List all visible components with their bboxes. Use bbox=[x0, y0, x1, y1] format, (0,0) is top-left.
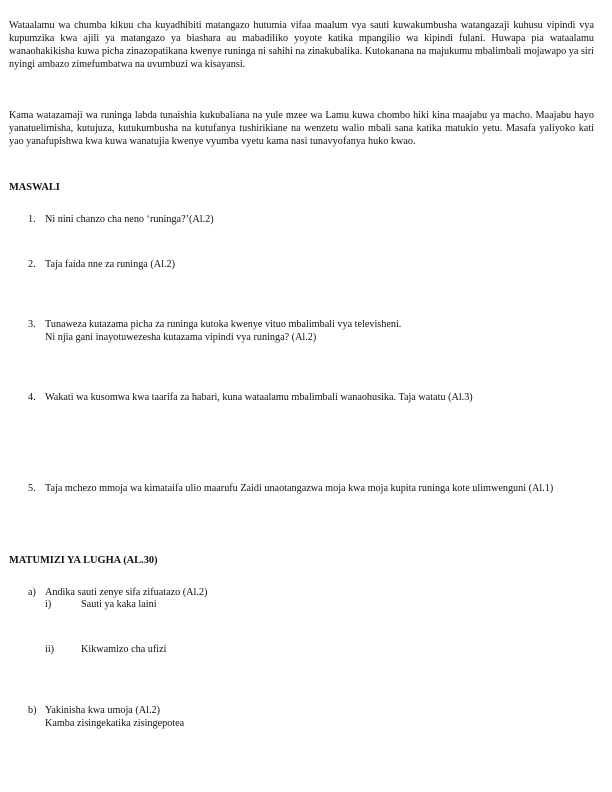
question-text-line-2: Ni njia gani inayotuwezesha kutazama vipindi vya runinga? (Al.2) bbox=[45, 332, 317, 343]
section-b-sentence: Kamba zisingekatika zisingepotea bbox=[45, 718, 185, 729]
question-text: Wakati wa kusomwa kwa taarifa za habari, kuna wataalamu mbalimbali wanaohusika. Taja watatu (Al.3) bbox=[45, 392, 473, 403]
question-text: Taja faida nne za runinga (Al.2) bbox=[45, 259, 175, 270]
question-number: 2. bbox=[28, 259, 36, 270]
question-text: Tunaweza kutazama picha za runinga kutoka kwenye vituo mbalimbali vya televisheni. bbox=[45, 319, 402, 330]
roman-number: i) bbox=[45, 599, 52, 610]
section-a-item-i bbox=[45, 598, 157, 611]
question-number: 5. bbox=[28, 483, 36, 494]
section-a-text: Andika sauti zenye sifa zifuatazo (Al.2) bbox=[45, 587, 208, 598]
roman-number: ii) bbox=[45, 644, 55, 655]
section-a-item-ii bbox=[45, 643, 166, 656]
question-text: Ni nini chanzo cha neno ‘runinga?’(Al.2) bbox=[45, 214, 214, 225]
matumizi-heading: MATUMIZI YA LUGHA (AL.30) bbox=[9, 555, 158, 566]
passage-paragraph-1: Wataalamu wa chumba kikuu cha kuyadhibiti matangazo hutumia vifaa maalum vya sauti kuwakumbusha watangazaji kuhusu vipindi vya kupumzika kwa ajili ya matangazo ya biashara au mabadiliko yoyote katika mpangilio wa kipindi fulani. Huwapa pia wataalamu wanaohakikisha kuwa picha zinazopatikana kwenye runinga ni sahihi na zinakubalika. Kutokanana na majukumu mbalimbali mojawapo ya siri nyingi ambazo zimefumbatwa na uvumbuzi wa kisayansi. bbox=[9, 20, 594, 70]
passage-paragraph-2: Kama watazamaji wa runinga labda tunaishia kukubaliana na yule mzee wa Lamu kuwa chombo hiki kina maajabu ya macho. Maajabu hayo yanatuelimisha, kutujuza, kutukumbusha na kutufanya tushirikiane na wenzetu walio mbali sana katika matukio yetu. Masafa yaliyoko kati yao yanafupishwa kwa kuwa wanatujia kwenye vyumba vyetu kama nasi tunavyofanya huko kwao. bbox=[9, 110, 594, 147]
question-number: 3. bbox=[28, 319, 36, 330]
maswali-heading: MASWALI bbox=[9, 182, 60, 193]
roman-text: Sauti ya kaka laini bbox=[81, 599, 157, 610]
question-text: Taja mchezo mmoja wa kimataifa ulio maarufu Zaidi unaotangazwa moja kwa moja kupita runinga kote ulimwenguni (Al.1) bbox=[45, 483, 554, 494]
section-b-text: Yakinisha kwa umoja (Al.2) bbox=[45, 705, 160, 716]
question-5 bbox=[28, 482, 594, 495]
question-1 bbox=[28, 213, 594, 226]
question-4 bbox=[28, 391, 594, 404]
section-a-label: a) bbox=[28, 587, 36, 598]
roman-text: Kikwamizo cha ufizi bbox=[81, 644, 167, 655]
question-3 bbox=[28, 318, 594, 344]
question-number: 1. bbox=[28, 214, 36, 225]
question-number: 4. bbox=[28, 392, 36, 403]
section-b-label: b) bbox=[28, 705, 37, 716]
question-2 bbox=[28, 258, 594, 271]
section-b bbox=[28, 704, 184, 730]
